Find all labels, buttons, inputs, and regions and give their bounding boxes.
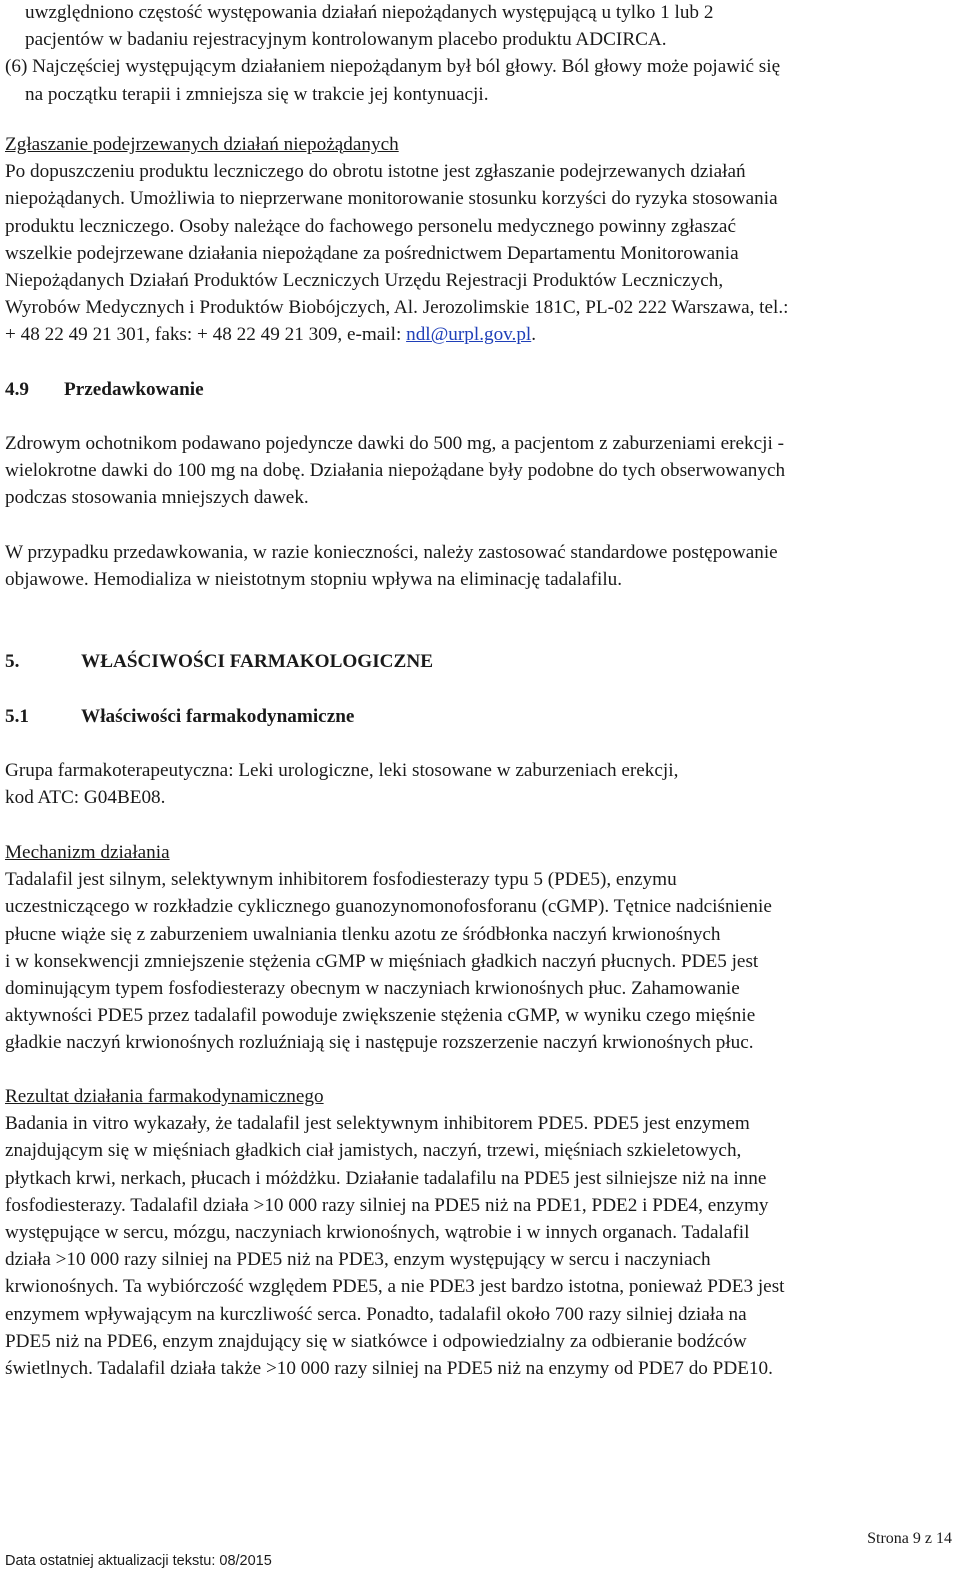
- text-line: Grupa farmakoterapeutyczna: Leki urologiczne, leki stosowane w zaburzeniach erekcji,: [5, 760, 679, 781]
- text-line: fosfodiesterazy. Tadalafil działa >10 000 razy silniej na PDE5 niż na PDE1, PDE2 i PDE4, enzymy: [5, 1194, 769, 1216]
- section-number: 5.1: [5, 706, 29, 727]
- mechanism-heading: Mechanizm działania: [5, 842, 170, 863]
- contact-suffix: .: [531, 324, 537, 346]
- text-line: (6) Najczęściej występującym działaniem niepożądanym był ból głowy. Ból głowy może pojawić się: [5, 56, 781, 78]
- text-line: występujące w sercu, mózgu, naczyniach krwionośnych, wątrobie i w innych organach. Tadalafil: [5, 1222, 750, 1244]
- text-line: uwzględniono częstość występowania działań niepożądanych występującą u tylko 1 lub 2: [25, 2, 714, 23]
- section-number: 4.9: [5, 379, 29, 400]
- reporting-heading: Zgłaszanie podejrzewanych działań niepożądanych: [5, 134, 399, 155]
- text-line: uczestniczącego w rozkładzie cyklicznego guanozynomonofosforanu (cGMP). Tętnice nadciśnienie: [5, 896, 772, 918]
- text-line: pacjentów w badaniu rejestracyjnym kontrolowanym placebo produktu ADCIRCA.: [25, 29, 667, 51]
- text-line: Badania in vitro wykazały, że tadalafil jest selektywnym inhibitorem PDE5. PDE5 jest enzymem: [5, 1113, 750, 1135]
- text-line: niepożądanych. Umożliwia to nieprzerwane monitorowanie stosunku korzyści do ryzyka stosowania: [5, 188, 778, 210]
- text-line: produktu leczniczego. Osoby należące do fachowego personelu medycznego powinny zgłaszać: [5, 215, 736, 237]
- text-line: płytkach krwi, nerkach, płucach i móżdżku. Działanie tadalafilu na PDE5 jest silniejsze niż na inne: [5, 1167, 767, 1189]
- overdose-paragraph-2: [5, 539, 778, 593]
- section-title: WŁAŚCIWOŚCI FARMAKOLOGICZNE: [81, 651, 433, 672]
- section-title: Przedawkowanie: [64, 379, 204, 400]
- contact-text: + 48 22 49 21 301, faks: + 48 22 49 21 309, e-mail:: [5, 324, 407, 346]
- page-number: Strona 9 z 14: [867, 1530, 952, 1547]
- text-line: na początku terapii i zmniejsza się w trakcie jej kontynuacji.: [25, 83, 489, 105]
- mechanism-section: [5, 839, 772, 1057]
- text-line: W przypadku przedawkowania, w razie konieczności, należy zastosować standardowe postępowanie: [5, 542, 778, 563]
- email-link[interactable]: ndl@urpl.gov.pl: [406, 324, 532, 346]
- text-line: i w konsekwencji zmniejszenie stężenia cGMP w mięśniach gładkich naczyń płucnych. PDE5 jest: [5, 950, 759, 972]
- atc-group: [5, 757, 678, 811]
- text-line: enzymem wpływającym na kurczliwość serca. Ponadto, tadalafil około 700 razy silniej działa na: [5, 1303, 747, 1325]
- section-number: 5.: [5, 651, 20, 672]
- text-line: kod ATC: G04BE08.: [5, 787, 166, 809]
- text-line: objawowe. Hemodializa w nieistotnym stopniu wpływa na eliminację tadalafilu.: [5, 569, 623, 591]
- text-line: Niepożądanych Działań Produktów Leczniczych Urzędu Rejestracji Produktów Leczniczych,: [5, 270, 724, 292]
- text-line: płucne wiąże się z zaburzeniem uwalniania tlenku azotu ze śródbłonka naczyń krwionośnych: [5, 923, 721, 945]
- text-line: Wyrobów Medycznych i Produktów Biobójczych, Al. Jerozolimskie 181C, PL-02 222 Warszawa, tel.:: [5, 297, 789, 319]
- text-line: świetlnych. Tadalafil działa także >10 000 razy silniej na PDE5 niż na enzymy od PDE7 do PDE10.: [5, 1358, 773, 1380]
- text-line: gładkie naczyń krwionośnych rozluźniają się i następuje rozszerzenie naczyń krwionośnych płuc.: [5, 1032, 754, 1054]
- last-updated: Data ostatniej aktualizacji tekstu: 08/2015: [5, 1553, 272, 1569]
- pd-effect-section: [5, 1083, 785, 1382]
- text-line: wszelkie podejrzewane działania niepożądane za pośrednictwem Departamentu Monitorowania: [5, 242, 739, 264]
- text-line: Zdrowym ochotnikom podawano pojedyncze dawki do 500 mg, a pacjentom z zaburzeniami erekcji -: [5, 433, 784, 454]
- text-line: podczas stosowania mniejszych dawek.: [5, 487, 309, 509]
- reporting-section: [5, 131, 789, 349]
- text-line: działa >10 000 razy silniej na PDE5 niż na PDE3, enzym występujący w sercu i naczyniach: [5, 1249, 711, 1271]
- section-heading-5: [5, 648, 433, 675]
- text-line: aktywności PDE5 przez tadalafil powoduje zwiększenie stężenia cGMP, w wyniku czego mięśnie: [5, 1005, 756, 1027]
- text-line: PDE5 niż na PDE6, enzym znajdujący się w siatkówce i odpowiedzialny za odbieranie bodźców: [5, 1330, 747, 1352]
- text-line: dominującym typem fosfodiesterazy obecnym w naczyniach krwionośnych płuc. Zahamowanie: [5, 978, 740, 1000]
- section-heading-4-9: [5, 376, 204, 403]
- text-line: Tadalafil jest silnym, selektywnym inhibitorem fosfodiesterazy typu 5 (PDE5), enzymu: [5, 869, 677, 891]
- section-title: Właściwości farmakodynamiczne: [81, 706, 355, 727]
- text-line: znajdującym się w mięśniach gładkich ciał jamistych, naczyń, trzewi, mięśniach szkieletowych,: [5, 1140, 742, 1162]
- intro-paragraph: [5, 0, 780, 108]
- overdose-paragraph-1: [5, 430, 785, 512]
- text-line: [5, 321, 789, 348]
- text-line: Po dopuszczeniu produktu leczniczego do obrotu istotne jest zgłaszanie podejrzewanych działań: [5, 161, 746, 183]
- pd-effect-heading: Rezultat działania farmakodynamicznego: [5, 1086, 324, 1107]
- section-heading-5-1: [5, 703, 354, 730]
- text-line: krwionośnych. Ta wybiórczość względem PDE5, a nie PDE3 jest bardzo istotna, ponieważ PDE3 jest: [5, 1276, 785, 1298]
- text-line: wielokrotne dawki do 100 mg na dobę. Działania niepożądane były podobne do tych obserwowanych: [5, 460, 786, 482]
